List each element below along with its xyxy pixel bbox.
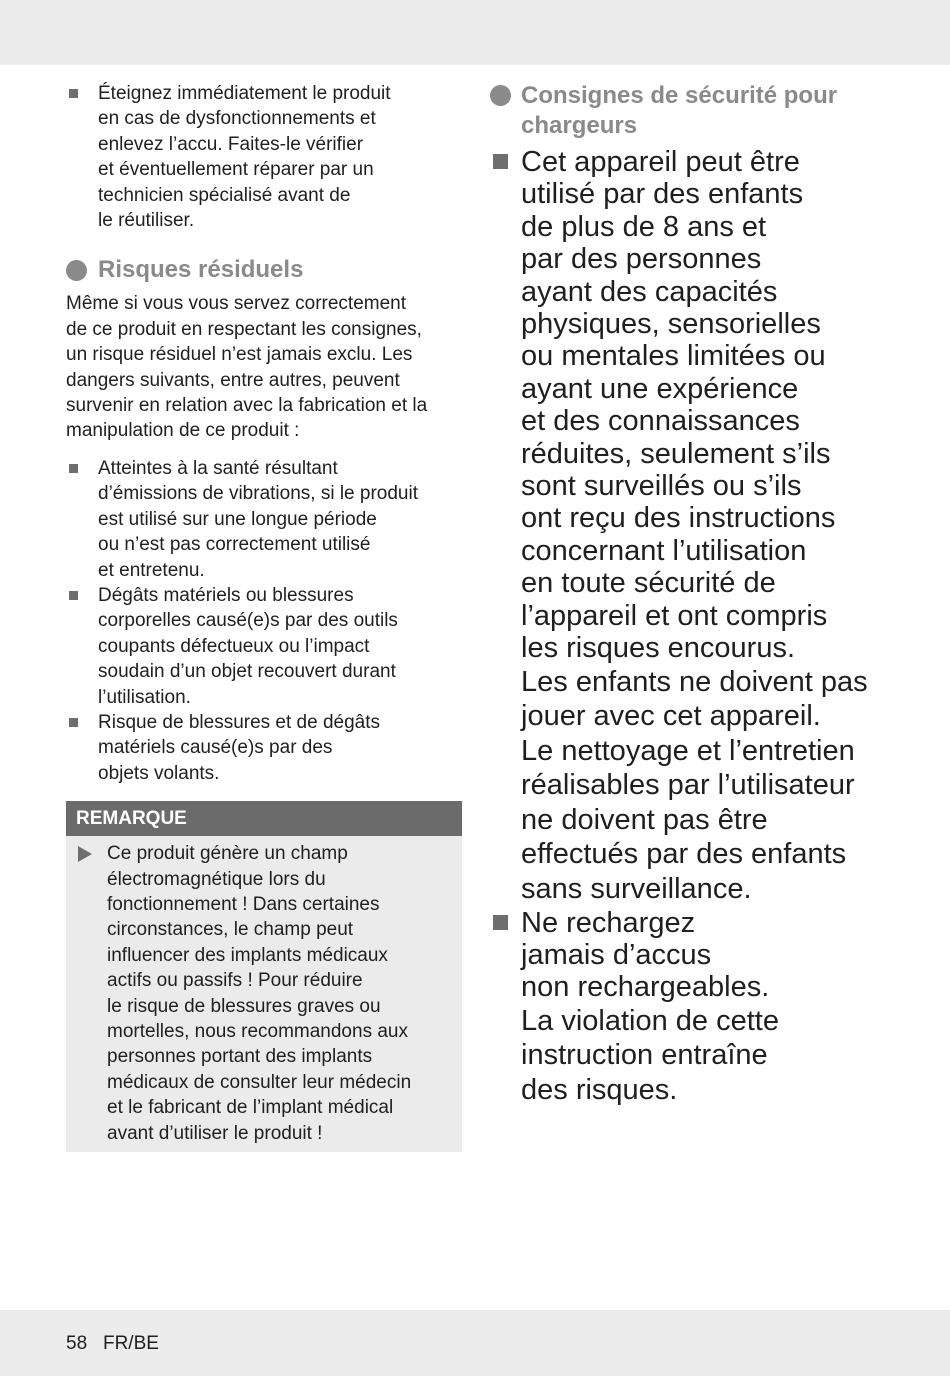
locale-label: FR/BE [102,1333,159,1354]
triangle-arrow-icon [76,841,107,1146]
text-line: par des personnes [521,243,762,276]
residual-risks-list [66,456,466,786]
section-title: chargeurs [521,112,638,139]
list-item [490,146,930,907]
text-line: Éteignez immédiatement le produit [98,83,391,104]
text-line: des risques. [521,1074,678,1107]
text-line: Atteintes à la santé résultant [98,457,338,479]
text-line: ou n’est pas correctement utilisé [98,534,371,556]
text-line: ou mentales limitées ou [521,340,826,373]
text-line: Ce produit génère un champ [107,843,348,865]
list-item [66,583,466,710]
note-title: REMARQUE [66,801,462,836]
right-column [490,81,930,1108]
text-line: électromagnétique lors du [107,868,326,890]
text-line: Dégâts matériels ou blessures [98,584,354,606]
text-line: technicien spécialisé avant de [98,184,351,206]
text-line: sont surveillés ou s’ils [521,470,802,503]
text-line: Même si vous vous servez correctement [66,293,407,315]
text-line: ayant une expérience [521,372,799,405]
left-column [66,81,466,1152]
text-line: concernant l’utilisation [521,534,807,567]
text-line: utilisé par des enfants [521,178,804,211]
text-line: l’utilisation. [98,686,191,708]
text-line: mortelles, nous recommandons aux [107,1021,408,1042]
section-title: Risques résiduels [98,256,304,284]
text-line: non rechargeables. [521,971,770,1004]
text-line: sans surveillance. [521,873,752,906]
text-line: effectués par des enfants [521,838,847,871]
text-line: médicaux de consulter leur médecin [107,1071,412,1093]
text-line: La violation de cette [521,1004,779,1037]
text-line: est utilisé sur une longue période [98,508,377,530]
text-line: soudain d’un objet recouvert durant [98,661,396,683]
text-line: corporelles causé(e)s par des outils [98,610,398,632]
text-line: Les enfants ne doivent pas [521,665,868,698]
text-line: jamais d’accus [521,939,712,972]
text-line: objets volants. [98,762,220,784]
text-line: en cas de dysfonctionnements et [98,108,376,130]
circle-bullet-icon [490,85,511,106]
square-bullet-icon [66,583,98,710]
text-line: réduites, seulement s’ils [521,437,831,470]
text-line: le risque de blessures graves ou [107,995,381,1017]
section-title: Consignes de sécurité pour [521,82,838,109]
text-line: et des connaissances [521,405,800,438]
text-line: et éventuellement réparer par un [98,159,374,181]
text-line: survenir en relation avec la fabrication et la [66,395,428,417]
square-bullet-icon [490,146,521,907]
text-line: les risques encourus. [521,632,796,665]
text-line: Risque de blessures et de dégâts [98,711,381,733]
text-line: ont reçu des instructions [521,502,836,535]
text-line: enlevez l’accu. Faites-le vérifier [98,133,364,155]
residual-risks-heading [66,255,466,285]
text-line: Cet appareil peut être [521,146,800,178]
text-line: personnes portant des implants [107,1046,373,1068]
note-box [66,801,462,1152]
list-item [66,710,466,786]
list-item [66,456,466,583]
page-footer [66,1333,159,1355]
text-line: en toute sécurité de [521,567,776,600]
square-bullet-icon [66,456,98,583]
page-number: 58 [66,1333,88,1354]
text-line: Ne rechargez [521,906,696,939]
square-bullet-icon [66,81,98,233]
square-bullet-icon [66,710,98,786]
text-line: actifs ou passifs ! Pour réduire [107,970,363,992]
text-line: l’appareil et ont compris [521,599,828,632]
text-line: ayant des capacités [521,275,778,308]
text-line: circonstances, le champ peut [107,919,354,941]
text-line: et entretenu. [98,559,205,581]
intro-bullet [66,81,466,233]
intro-bullet-text [98,81,391,233]
text-line: Le nettoyage et l’entretien [521,734,855,767]
text-line: coupants défectueux ou l’impact [98,635,370,657]
text-line: un risque résiduel n’est jamais exclu. Les [66,344,413,366]
text-line: réalisables par l’utilisateur [521,769,855,802]
text-line: et le fabricant de l’implant médical [107,1097,394,1119]
residual-risks-intro [66,291,466,443]
text-line: de plus de 8 ans et [521,210,767,243]
text-line: matériels causé(e)s par des [98,737,333,759]
text-line: physiques, sensorielles [521,308,821,341]
text-line: manipulation de ce produit : [66,420,300,442]
text-line: jouer avec cet appareil. [521,700,821,733]
circle-bullet-icon [66,260,87,281]
text-line: d’émissions de vibrations, si le produit [98,483,418,505]
text-line: fonctionnement ! Dans certaines [107,893,380,915]
charger-safety-heading [490,81,930,141]
text-line: instruction entraîne [521,1039,768,1072]
text-line: avant d’utiliser le produit ! [107,1122,323,1144]
text-line: dangers suivants, entre autres, peuvent [66,369,400,391]
header-band [0,0,950,65]
text-line: le réutiliser. [98,210,195,232]
note-body [66,836,462,1152]
text-line: de ce produit en respectant les consignes, [66,318,422,340]
text-line: influencer des implants médicaux [107,944,388,966]
text-line: ne doivent pas être [521,803,768,836]
square-bullet-icon [490,907,521,1108]
list-item [490,907,930,1108]
